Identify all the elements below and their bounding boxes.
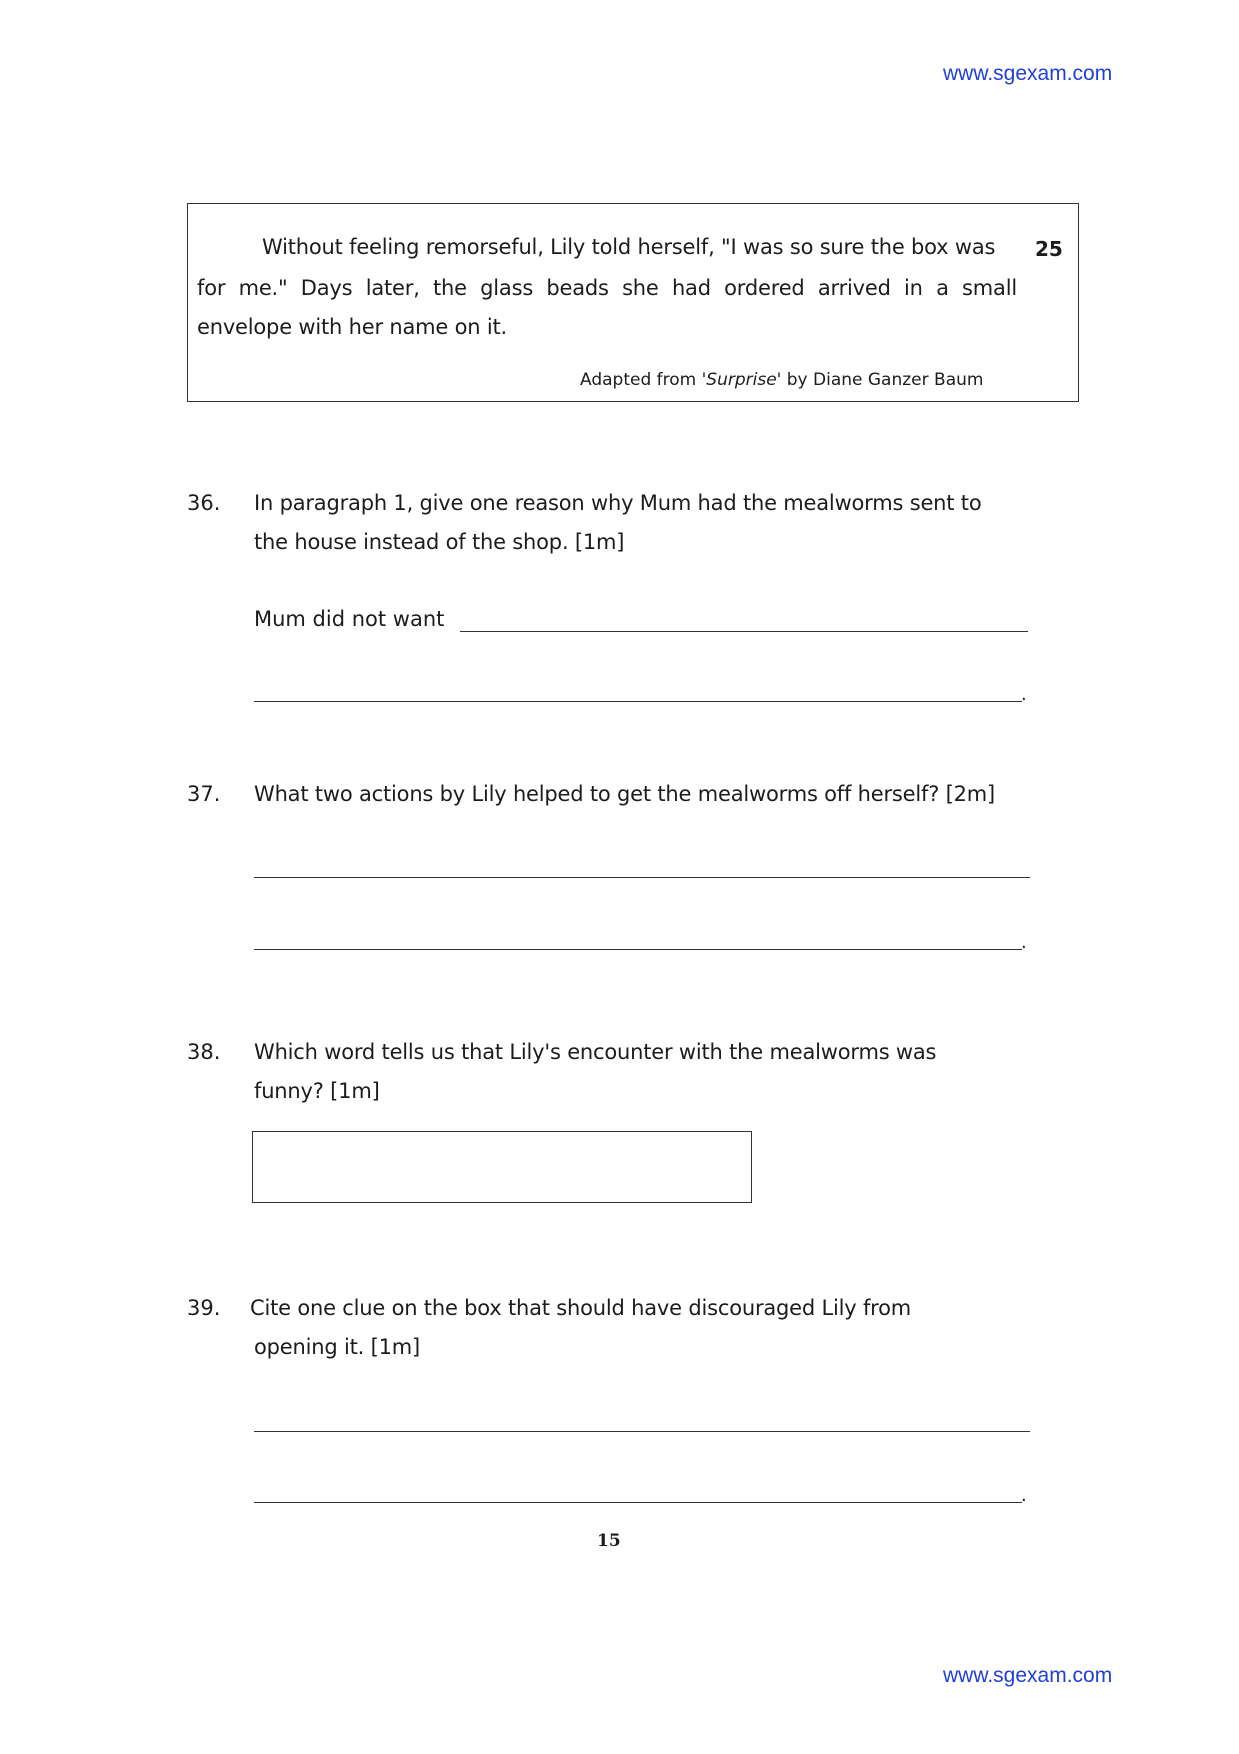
passage-line-2: for me." Days later, the glass beads she had ordered arrived in a small xyxy=(197,276,1017,300)
header-website-link[interactable]: www.sgexam.com xyxy=(943,62,1113,85)
question-36-line-2: the house instead of the shop. [1m] xyxy=(254,530,625,554)
source-title: 'Surprise' xyxy=(701,370,782,390)
question-38-number: 38. xyxy=(187,1040,221,1064)
question-39-number: 39. xyxy=(187,1296,221,1320)
question-37-answer-line-1[interactable] xyxy=(254,877,1030,878)
question-39-line-2: opening it. [1m] xyxy=(254,1335,420,1359)
question-36-answer-line-2[interactable] xyxy=(254,701,1022,702)
question-39-period: . xyxy=(1021,1485,1027,1506)
footer-website-link[interactable]: www.sgexam.com xyxy=(943,1664,1113,1687)
question-38-line-1: Which word tells us that Lily's encounter with the mealworms was xyxy=(254,1040,937,1064)
question-39-text xyxy=(250,1289,911,1367)
question-39-line-1: Cite one clue on the box that should have discouraged Lily from xyxy=(250,1296,912,1320)
question-39-answer-line-1[interactable] xyxy=(254,1431,1030,1432)
question-37-line-1: What two actions by Lily helped to get the mealworms off herself? [2m] xyxy=(254,782,996,806)
passage-line-3: envelope with her name on it. xyxy=(197,315,507,339)
question-36-period: . xyxy=(1021,684,1027,705)
page-number: 15 xyxy=(597,1531,621,1551)
question-39-answer-line-2[interactable] xyxy=(254,1502,1022,1503)
question-37-period: . xyxy=(1021,932,1027,953)
question-36-answer-stem: Mum did not want xyxy=(254,607,445,631)
question-37-answer-line-2[interactable] xyxy=(254,949,1022,950)
question-38-answer-box[interactable] xyxy=(252,1131,752,1203)
question-38-text xyxy=(254,1033,936,1111)
question-38-line-2: funny? [1m] xyxy=(254,1079,380,1103)
passage-source: Adapted from 'Surprise' by Diane Ganzer Baum xyxy=(580,370,984,390)
question-36-answer-line-1[interactable] xyxy=(460,631,1028,632)
passage-line-number: 25 xyxy=(1035,237,1063,261)
question-36-number: 36. xyxy=(187,491,221,515)
passage-line-1: Without feeling remorseful, Lily told herself, "I was so sure the box was xyxy=(262,235,996,259)
question-37-text xyxy=(254,775,995,814)
question-36-line-1: In paragraph 1, give one reason why Mum had the mealworms sent to xyxy=(254,491,982,515)
question-36-text xyxy=(254,484,982,562)
question-37-number: 37. xyxy=(187,782,221,806)
